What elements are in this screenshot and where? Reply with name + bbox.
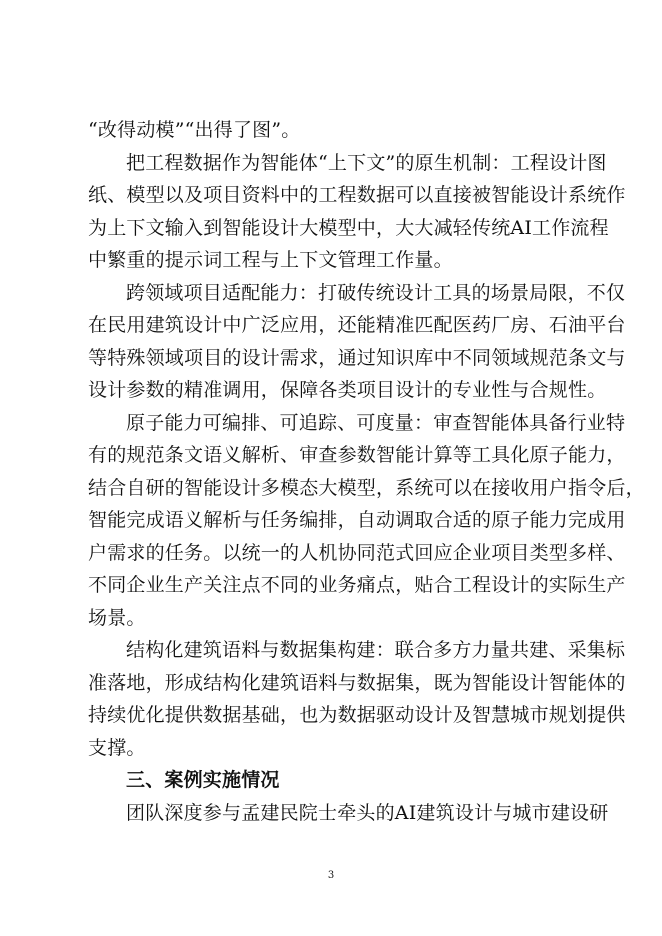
text-line: 设计参数的精准调用，保障各类项目设计的专业性与合规性。 [88,379,607,401]
text-line: 户需求的任务。以统一的人机协同范式回应企业项目类型多样、 [88,541,626,564]
text-line: 为上下文输入到智能设计大模型中，大大减轻传统AI工作流程 [88,216,609,239]
text-line: 把工程数据作为智能体“上下文”的原生机制：工程设计图 [126,151,607,174]
text-line: 支撑。 [88,736,146,759]
text-line: 在民用建筑设计中广泛应用，还能精准匹配医药厂房、石油平台 [88,314,626,336]
page-number: 3 [327,870,335,881]
text-line: 结构化建筑语料与数据集构建：联合多方力量共建、采集标 [126,639,626,661]
text-line: 准落地，形成结构化建筑语料与数据集，既为智能设计智能体的 [88,671,626,694]
text-line: 不同企业生产关注点不同的业务痛点，贴合工程设计的实际生产 [88,574,626,596]
section-heading: 三、案例实施情况 [126,769,280,791]
text-line: 持续优化提供数据基础，也为数据驱动设计及智慧城市规划提供 [88,704,626,726]
text-line: 跨领域项目适配能力：打破传统设计工具的场景局限，不仅 [126,281,626,304]
text-line: 有的规范条文语义解析、审查参数智能计算等工具化原子能力， [88,444,626,466]
text-line: 团队深度参与孟建民院士牵头的AI建筑设计与城市建设研 [126,801,609,824]
text-line: 中繁重的提示词工程与上下文管理工作量。 [88,249,453,271]
text-line: 智能完成语义解析与任务编排，自动调取合适的原子能力完成用 [88,509,626,531]
text-line: 纸、模型以及项目资料中的工程数据可以直接被智能设计系统作 [88,184,626,206]
text-line: 原子能力可编排、可追踪、可度量：审查智能体具备行业特 [126,411,626,434]
text-line: 场景。 [88,606,146,629]
text-line: 等特殊领域项目的设计需求，通过知识库中不同领域规范条文与 [88,346,626,369]
text-line: 结合自研的智能设计多模态大模型，系统可以在接收用户指令后， [88,476,645,499]
text-line: “改得动模”“出得了图”。 [88,119,301,141]
document-body [88,114,645,829]
